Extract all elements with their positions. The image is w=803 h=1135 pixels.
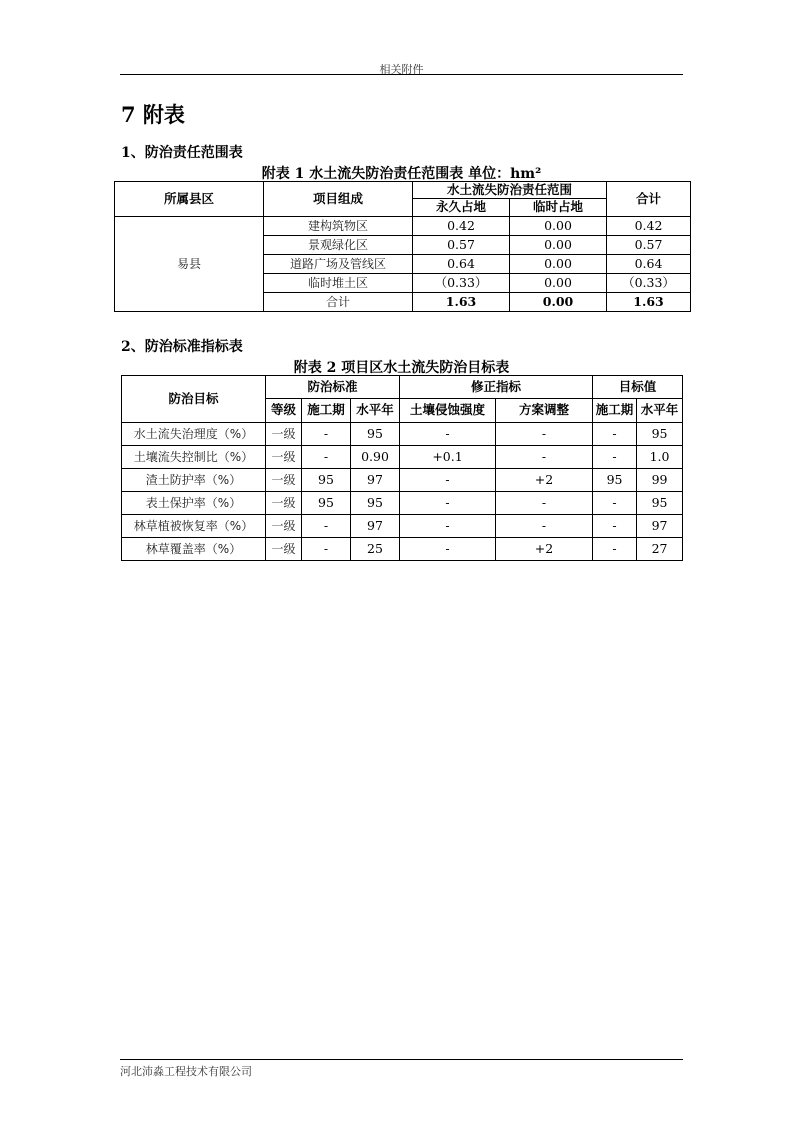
table-row [115,217,691,236]
total-value: 0.64 [607,255,691,274]
header-scope: 水土流失防治责任范围 [413,182,607,199]
header-component: 项目组成 [264,182,413,217]
header-target: 目标值 [593,376,683,399]
erosion-value: +0.1 [400,446,496,469]
header-temporary: 临时占地 [510,199,607,217]
level-year-value: 95 [351,492,400,515]
permanent-value: 0.57 [413,236,510,255]
permanent-value: 0.42 [413,217,510,236]
county-cell: 易县 [115,217,264,312]
erosion-value: - [400,492,496,515]
header-correction: 修正指标 [400,376,593,399]
table-row [122,423,683,446]
erosion-value: - [400,538,496,561]
header-total: 合计 [607,182,691,217]
header-erosion: 土壤侵蚀强度 [400,399,496,423]
total-value: 1.63 [607,293,691,312]
permanent-value: 0.64 [413,255,510,274]
header-permanent: 永久占地 [413,199,510,217]
target-construction-value: - [593,492,637,515]
target-construction-value: - [593,446,637,469]
goal-name: 土壤流失控制比（%） [122,446,266,469]
plan-value: - [496,492,593,515]
temporary-value: 0.00 [510,274,607,293]
plan-value: +2 [496,469,593,492]
table-row [122,538,683,561]
construction-value: - [302,423,351,446]
subsection-title-1: 1、防治责任范围表 [121,145,243,161]
table-row [122,492,683,515]
permanent-value: 1.63 [413,293,510,312]
level-value: 一级 [266,469,302,492]
header-target-construction: 施工期 [593,399,637,423]
level-year-value: 97 [351,469,400,492]
plan-value: - [496,446,593,469]
level-value: 一级 [266,538,302,561]
header-target-level-year: 水平年 [637,399,683,423]
erosion-value: - [400,423,496,446]
plan-value: +2 [496,538,593,561]
temporary-value: 0.00 [510,255,607,274]
temporary-value: 0.00 [510,293,607,312]
target-construction-value: 95 [593,469,637,492]
component-name: 建构筑物区 [264,217,413,236]
temporary-value: 0.00 [510,236,607,255]
goal-name: 渣土防护率（%） [122,469,266,492]
target-construction-value: - [593,515,637,538]
goal-name: 林草植被恢复率（%） [122,515,266,538]
header-rule [120,74,683,75]
target-level-year-value: 1.0 [637,446,683,469]
goal-name: 林草覆盖率（%） [122,538,266,561]
page-header: 相关附件 [379,63,424,76]
target-level-year-value: 95 [637,492,683,515]
page-footer: 河北沛淼工程技术有限公司 [120,1065,252,1078]
target-level-year-value: 99 [637,469,683,492]
responsibility-scope-table [114,181,691,312]
header-county: 所属县区 [115,182,264,217]
level-year-value: 97 [351,515,400,538]
table1-caption: 附表 1 水土流失防治责任范围表 单位：hm² [261,166,542,182]
header-goal: 防治目标 [122,376,266,423]
component-name: 道路广场及管线区 [264,255,413,274]
goal-name: 表土保护率（%） [122,492,266,515]
header-level-year: 水平年 [351,399,400,423]
table-row [122,469,683,492]
level-value: 一级 [266,446,302,469]
footer-rule [120,1059,683,1060]
header-standard: 防治标准 [266,376,400,399]
temporary-value: 0.00 [510,217,607,236]
target-construction-value: - [593,423,637,446]
total-value: 0.42 [607,217,691,236]
prevention-target-table [121,375,683,561]
level-year-value: 0.90 [351,446,400,469]
component-name: 临时堆土区 [264,274,413,293]
total-value: 0.57 [607,236,691,255]
header-level: 等级 [266,399,302,423]
construction-value: - [302,446,351,469]
total-value: （0.33） [607,274,691,293]
level-value: 一级 [266,423,302,446]
component-name: 合计 [264,293,413,312]
table-row [122,446,683,469]
erosion-value: - [400,469,496,492]
target-level-year-value: 27 [637,538,683,561]
plan-value: - [496,423,593,446]
target-level-year-value: 97 [637,515,683,538]
target-level-year-value: 95 [637,423,683,446]
level-year-value: 95 [351,423,400,446]
construction-value: 95 [302,492,351,515]
construction-value: - [302,538,351,561]
section-title: 7 附表 [121,102,185,127]
plan-value: - [496,515,593,538]
target-construction-value: - [593,538,637,561]
level-value: 一级 [266,492,302,515]
header-construction: 施工期 [302,399,351,423]
construction-value: 95 [302,469,351,492]
subsection-title-2: 2、防治标准指标表 [121,339,243,355]
table2-caption: 附表 2 项目区水土流失防治目标表 [293,360,510,376]
goal-name: 水土流失治理度（%） [122,423,266,446]
permanent-value: （0.33） [413,274,510,293]
component-name: 景观绿化区 [264,236,413,255]
construction-value: - [302,515,351,538]
level-year-value: 25 [351,538,400,561]
table-row [122,515,683,538]
erosion-value: - [400,515,496,538]
header-plan: 方案调整 [496,399,593,423]
level-value: 一级 [266,515,302,538]
